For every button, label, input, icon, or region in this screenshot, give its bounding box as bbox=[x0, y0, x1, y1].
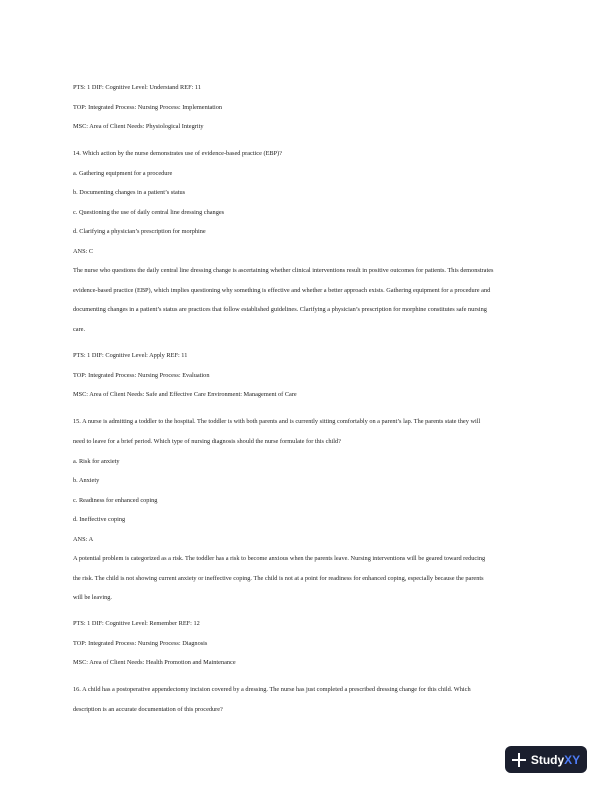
studyxy-badge[interactable] bbox=[505, 746, 587, 773]
option-14d: d. Clarifying a physician’s prescription for morphine bbox=[73, 228, 206, 235]
question-16-line-1: 16. A child has a postoperative appendectomy incision covered by a dressing. The nurse has just completed a prescribed dressing change for this child. Which bbox=[73, 686, 471, 693]
option-15a: a. Risk for anxiety bbox=[73, 458, 120, 465]
rationale-14-line-4: care. bbox=[73, 326, 86, 333]
meta-msc-15: MSC: Area of Client Needs: Health Promotion and Maintenance bbox=[73, 659, 236, 666]
meta-msc-14: MSC: Area of Client Needs: Safe and Effective Care Environment: Management of Care bbox=[73, 391, 297, 398]
question-16-line-2: description is an accurate documentation of this procedure? bbox=[73, 706, 223, 713]
rationale-14-line-1: The nurse who questions the daily central line dressing change is ascertaining whether clinical interventions result in positive outcomes for patients. This demonstrates bbox=[73, 267, 494, 274]
meta-top-15: TOP: Integrated Process: Nursing Process: Diagnosis bbox=[73, 640, 208, 647]
brand-main: Study bbox=[530, 752, 565, 767]
meta-pts-15: PTS: 1 DIF: Cognitive Level: Remember REF: 12 bbox=[73, 620, 200, 627]
option-15b: b. Anxiety bbox=[73, 477, 100, 484]
rationale-14-line-2: evidence-based practice (EBP), which implies questioning why something is effective and whether a better approach exists. Gathering equipment for a procedure and bbox=[73, 287, 491, 294]
option-14c: c. Questioning the use of daily central line dressing changes bbox=[73, 209, 225, 216]
brand-accent: XY bbox=[564, 752, 581, 767]
question-14: 14. Which action by the nurse demonstrates use of evidence-based practice (EBP)? bbox=[73, 150, 283, 157]
option-14a: a. Gathering equipment for a procedure bbox=[73, 170, 173, 177]
option-14b: b. Documenting changes in a patient’s status bbox=[73, 189, 186, 196]
meta-top-14: TOP: Integrated Process: Nursing Process: Evaluation bbox=[73, 372, 210, 379]
option-15c: c. Readiness for enhanced coping bbox=[73, 497, 158, 504]
rationale-15-line-1: A potential problem is categorized as a risk. The toddler has a risk to become anxious when the parents leave. Nursing interventions will be geared toward reducing bbox=[73, 555, 486, 562]
meta-pts-13: PTS: 1 DIF: Cognitive Level: Understand REF: 11 bbox=[73, 84, 201, 91]
rationale-15-line-2: the risk. The child is not showing current anxiety or ineffective coping. The child is not at a point for readiness for enhanced coping, especially because the parents bbox=[73, 575, 484, 582]
question-15-line-1: 15. A nurse is admitting a toddler to the hospital. The toddler is with both parents and is currently sitting comfortably on a parent’s lap. The parents state they will bbox=[73, 418, 481, 425]
meta-top-13: TOP: Integrated Process: Nursing Process: Implementation bbox=[73, 104, 223, 111]
option-15d: d. Ineffective coping bbox=[73, 516, 126, 523]
question-15-line-2: need to leave for a brief period. Which type of nursing diagnosis should the nurse formulate for this child? bbox=[73, 438, 341, 445]
answer-15: ANS: A bbox=[73, 536, 94, 543]
rationale-14-line-3: documenting changes in a patient’s status are practices that follow established guidelines. Clarifying a physician’s prescription for morphine constitutes safe nursing bbox=[73, 306, 487, 313]
rationale-15-line-3: will be leaving. bbox=[73, 594, 112, 601]
answer-14: ANS: C bbox=[73, 248, 94, 255]
meta-msc-13: MSC: Area of Client Needs: Physiological Integrity bbox=[73, 123, 204, 130]
meta-pts-14: PTS: 1 DIF: Cognitive Level: Apply REF: 11 bbox=[73, 352, 188, 359]
plus-icon bbox=[512, 753, 526, 767]
